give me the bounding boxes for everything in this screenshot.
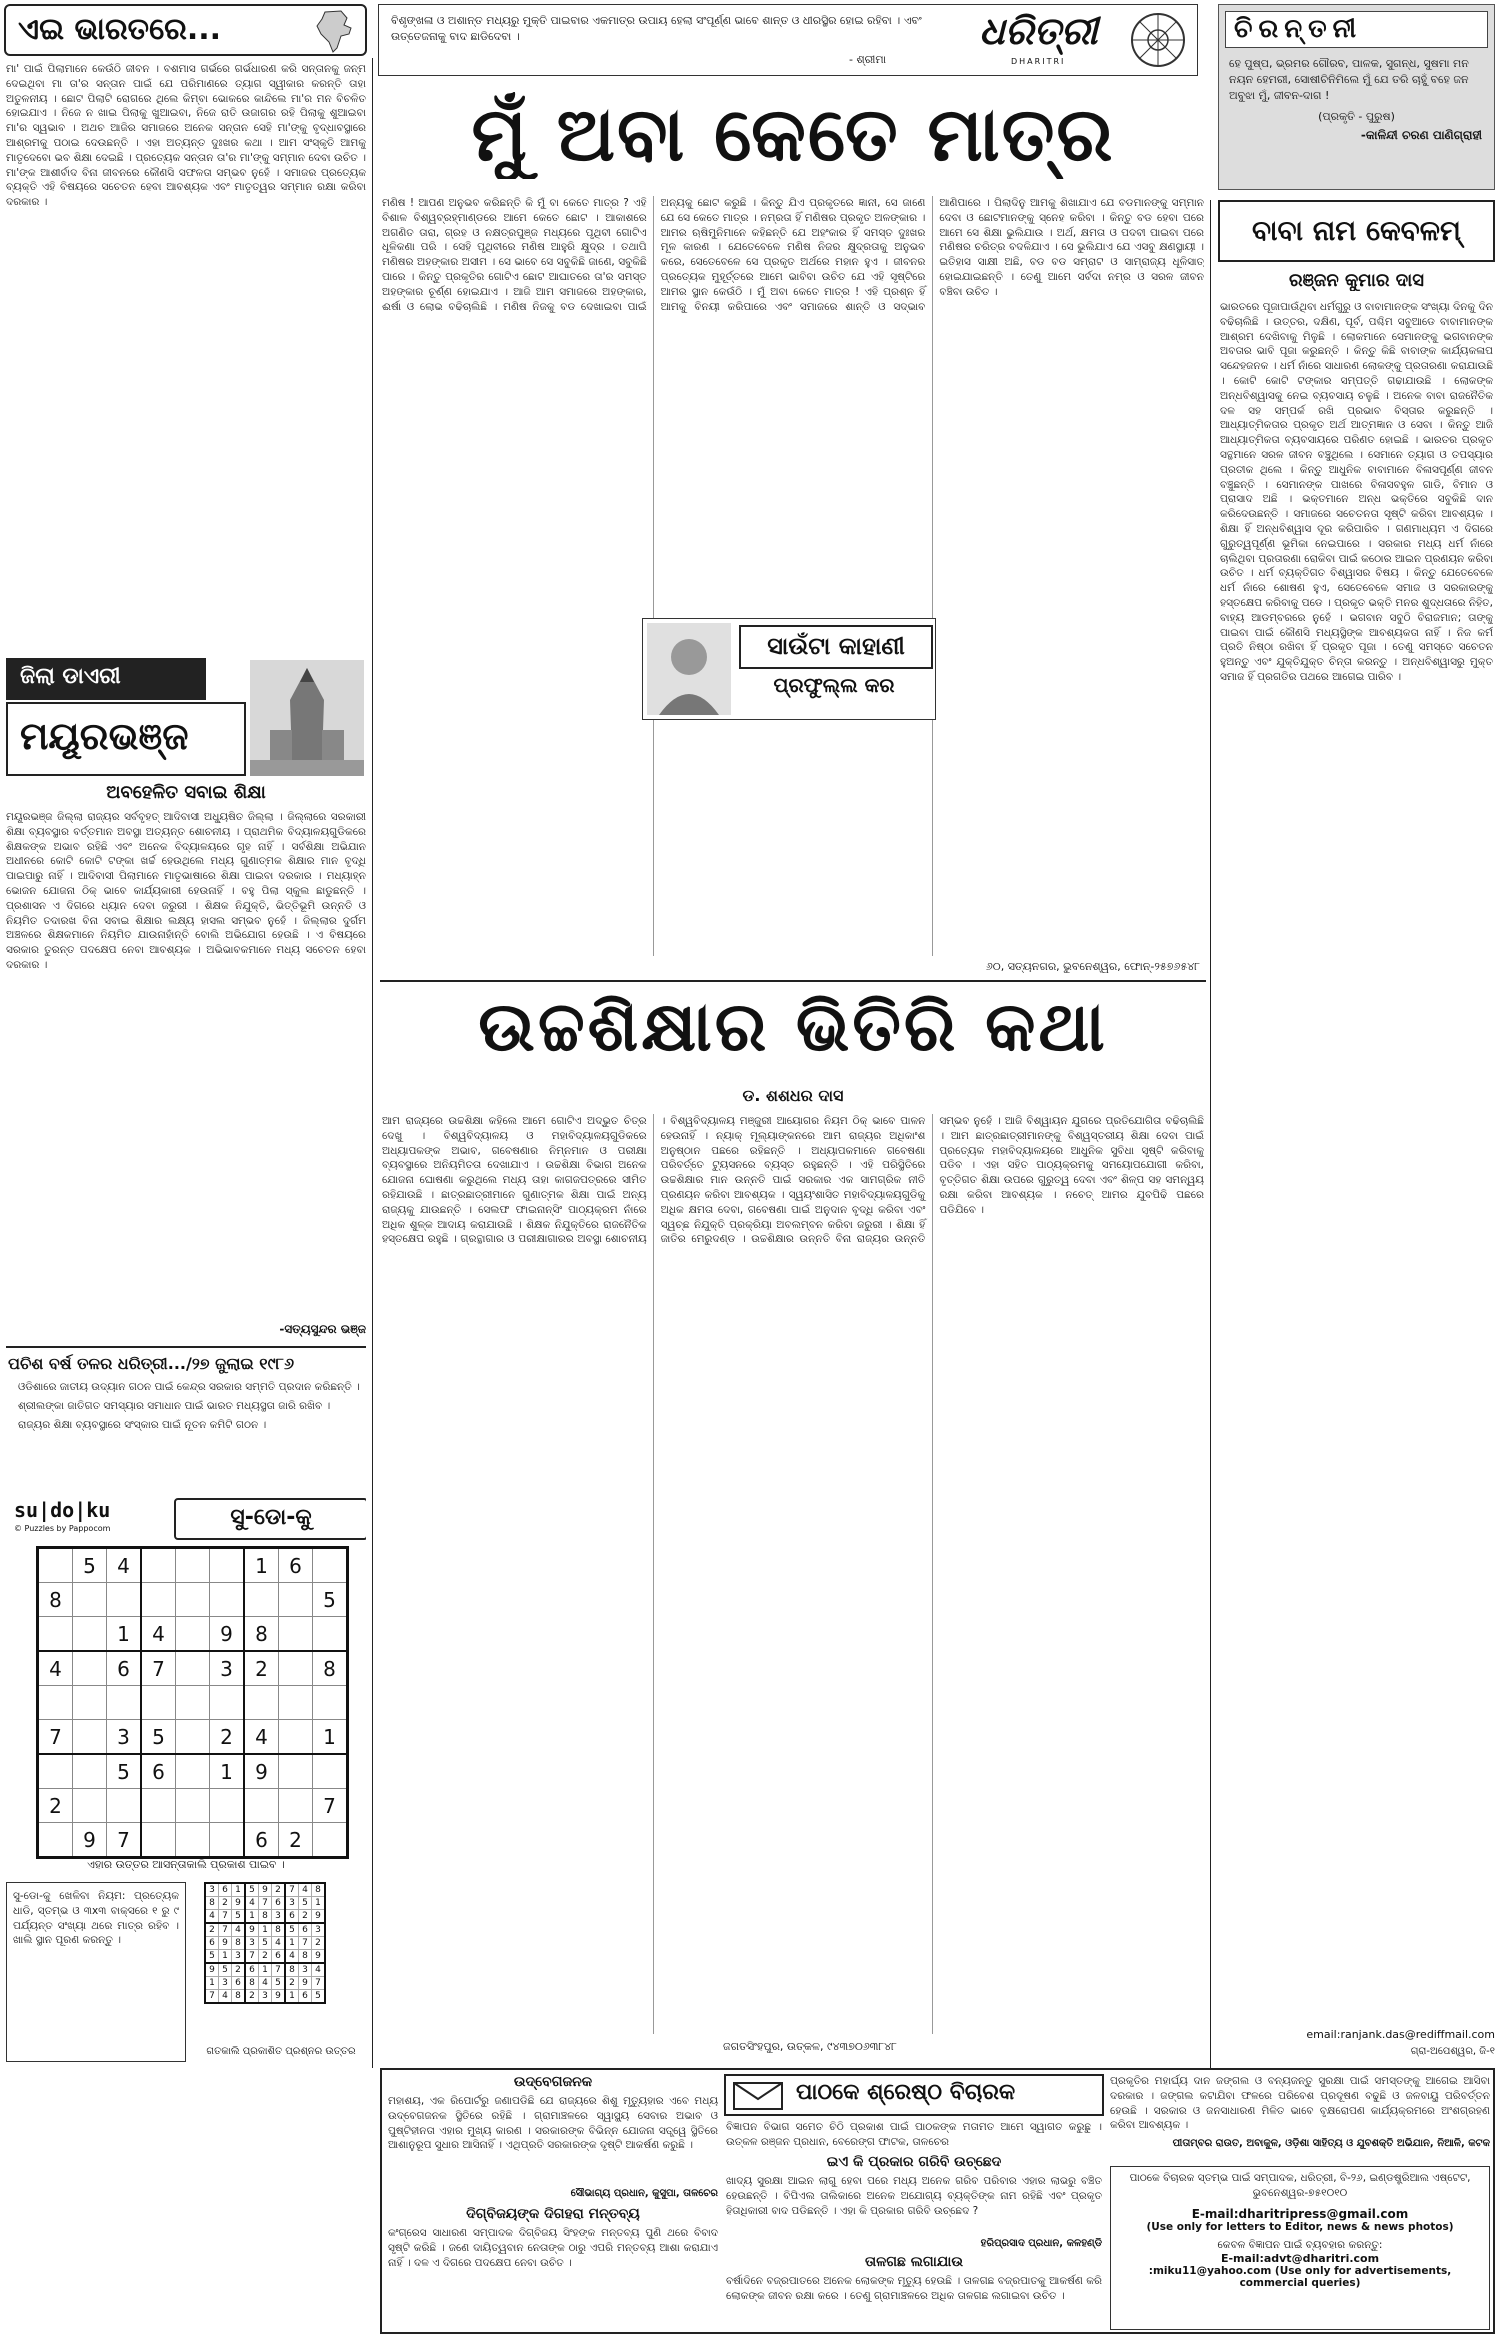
solution-cell: 4 — [232, 1923, 246, 1937]
solution-cell: 8 — [205, 1897, 219, 1910]
column-band: ସାଉଁଟା କାହାଣୀ — [739, 625, 933, 669]
diary-author: -ସତ୍ୟସୁନ୍ଦର ଭଞ୍ଜ — [279, 1322, 366, 1336]
solution-cell-row — [205, 1950, 325, 1964]
masthead-logo: ଧରିତ୍ରୀ — [979, 9, 1098, 53]
solution-cell: 4 — [219, 1990, 232, 2004]
solution-cell: 6 — [232, 1977, 246, 1990]
sudoku-cell: 7 — [107, 1823, 142, 1858]
solution-cell: 6 — [299, 1923, 312, 1937]
sudoku-cell: 4 — [244, 1720, 279, 1755]
solution-cell-row — [205, 1937, 325, 1950]
sudoku-cell[interactable] — [210, 1686, 245, 1720]
solution-cell: 3 — [205, 1883, 219, 1897]
sudoku-brand: su|do|ku — [14, 1498, 111, 1522]
sudoku-grid[interactable] — [36, 1546, 349, 1859]
solution-cell: 6 — [285, 1910, 299, 1924]
sudoku-cell[interactable] — [73, 1617, 107, 1652]
solution-cell: 4 — [272, 1937, 286, 1950]
solution-cell: 9 — [312, 1910, 326, 1924]
chirantani-box — [1218, 4, 1495, 190]
solution-cell: 8 — [245, 1977, 259, 1990]
masthead-sub: DHARITRI — [1011, 57, 1066, 66]
chirantani-source: (ପ୍ରକୃତି - ପୁରୁଷ) — [1318, 110, 1395, 123]
solution-cell: 9 — [232, 1897, 246, 1910]
letter-left-sign: ସୌଭାଗ୍ୟ ପ୍ରଧାନ, କୁସୁପା, ତାଳଚେର — [570, 2188, 718, 2199]
sudoku-cell: 1 — [244, 1548, 279, 1583]
sudoku-cell[interactable] — [38, 1686, 73, 1720]
letter-mid-title: ଇଏ କି ପ୍ରକାର ଗରିବି ଉଚ୍ଛେଦ — [826, 2154, 1002, 2170]
sudoku-cell[interactable] — [279, 1583, 313, 1617]
sudoku-cell-row — [38, 1823, 348, 1858]
solution-cell: 8 — [232, 1937, 246, 1950]
sudoku-cell-row — [38, 1548, 348, 1583]
letter-mid-sign: ହରିପ୍ରସାଦ ପ୍ରଧାନ, କଳହଣ୍ଡି — [980, 2238, 1102, 2249]
letter-left-body-2: କଂଗ୍ରେସ ସାଧାରଣ ସମ୍ପାଦକ ଦିଗ୍‌ବିଜୟ ସିଂହଙ୍କ ମନ୍ତବ୍ୟ ପୁଣି ଥରେ ବିବାଦ ସୃଷ୍ଟି କରିଛି । ଜଣେ ଦାୟିତ୍ୱବାନ ନେତାଙ୍କ ଠାରୁ ଏପରି ମନ୍ତବ୍ୟ ଆଶା କରାଯାଏ ନାହିଁ । ଦଳ ଏ ଦିଗରେ ପଦକ୍ଷେପ ନେବା ଉଚିତ । — [388, 2227, 718, 2269]
sudoku-title: ସୁ-ଡୋ-କୁ — [230, 1505, 312, 1530]
sudoku-cell[interactable] — [73, 1720, 107, 1755]
section-label-box — [4, 4, 367, 56]
solution-cell: 5 — [219, 1963, 232, 1977]
sudoku-cell[interactable] — [313, 1686, 348, 1720]
sudoku-cell: 3 — [107, 1720, 142, 1755]
solution-cell: 2 — [219, 1897, 232, 1910]
sudoku-cell[interactable] — [141, 1823, 176, 1858]
sudoku-cell[interactable] — [210, 1789, 245, 1823]
sudoku-cell: 9 — [244, 1754, 279, 1789]
sudoku-cell[interactable] — [244, 1686, 279, 1720]
sudoku-cell-row — [38, 1583, 348, 1617]
sudoku-cell: 6 — [107, 1651, 142, 1686]
sudoku-cell-row — [38, 1754, 348, 1789]
solution-cell: 6 — [205, 1937, 219, 1950]
sudoku-cell[interactable] — [107, 1686, 142, 1720]
sudoku-cell[interactable] — [279, 1651, 313, 1686]
solution-cell: 5 — [299, 1897, 312, 1910]
letters-band-note: ବିଜ୍ଞାପନ ବିଭାଗ ସମେତ ଚିଠି ପ୍ରକାଶ ପାଇଁ ପାଠକଙ୍କ ମତାମତ ଆମେ ସ୍ୱାଗତ କରୁଛୁ । ଉତ୍କଳ ରଞ୍ଜନ ପ୍ରଧାନ, ବେରେଙ୍ଗ ଫାଟକ, ତାଳଚେର — [726, 2121, 1102, 2148]
contact-email-1[interactable]: E-mail:dharitripress@gmail.com — [1191, 2206, 1409, 2221]
solution-cell: 3 — [312, 1923, 326, 1937]
solution-cell: 6 — [272, 1897, 286, 1910]
sudoku-cell[interactable] — [141, 1583, 176, 1617]
solution-cell: 2 — [312, 1937, 326, 1950]
sudoku-cell[interactable] — [141, 1548, 176, 1583]
sudoku-cell[interactable] — [38, 1823, 73, 1858]
sudoku-cell[interactable] — [279, 1617, 313, 1652]
sudoku-cell[interactable] — [313, 1823, 348, 1858]
archive-title: ପଚିଶ ବର୍ଷ ତଳର ଧରିତ୍ରୀ.../୨୭ ଜୁଲାଇ ୧୯୮୬ — [8, 1354, 294, 1373]
solution-cell: 9 — [299, 1977, 312, 1990]
solution-cell: 3 — [259, 1990, 272, 2004]
chirantani-author: -କାଳିନ୍ଦୀ ଚରଣ ପାଣିଗ୍ରାହୀ — [1360, 128, 1482, 142]
archive-box — [6, 1346, 366, 1490]
right-body: ଭାରତରେ ପୂଜାପାଉଁଥିବା ଧର୍ମଗୁରୁ ଓ ବାବାମାନଙ୍କ ସଂଖ୍ୟା ଦିନକୁ ଦିନ ବଢିଚାଲିଛି । ଉତ୍ତର, ଦକ୍ଷିଣ, ପୂର୍ବ, ପଶ୍ଚିମ ସବୁଆଡେ ବାବାମାନଙ୍କ ଆଶ୍ରମ ଦେଖିବାକୁ ମିଳୁଛି । ଲୋକମାନେ ସେମାନଙ୍କୁ ଭଗବାନଙ୍କ ଅବତାର ଭାବି ପୂଜା କରୁଛନ୍ତି । କିନ୍ତୁ କିଛି ବାବାଙ୍କ କାର୍ଯ୍ୟକଳାପ ସନ୍ଦେହଜନକ । ଧର୍ମ ନାଁରେ ସାଧାରଣ ଲୋକଙ୍କୁ ପ୍ରତାରଣା କରାଯାଉଛି । କୋଟି କୋଟି ଟଙ୍କାର ସମ୍ପତ୍ତି ଗଢାଯାଉଛି । ଲୋକଙ୍କ ଅନ୍ଧବିଶ୍ୱାସକୁ ନେଇ ବ୍ୟବସାୟ ଚଳୁଛି । ଅନେକ ବାବା ରାଜନୈତିକ ଦଳ ସହ ସମ୍ପର୍କ ରଖି ପ୍ରଭାବ ବିସ୍ତାର କରୁଛନ୍ତି । ଆଧ୍ୟାତ୍ମିକତାର ପ୍ରକୃତ ଅର୍ଥ ଆତ୍ମଜ୍ଞାନ ଓ ସେବା । କିନ୍ତୁ ଆଜି ଆଧ୍ୟାତ୍ମିକତା ବ୍ୟବସାୟରେ ପରିଣତ ହୋଇଛି । ଭାରତର ପ୍ରକୃତ ସନ୍ଥମାନେ ସରଳ ଜୀବନ ବଞ୍ଚୁଥିଲେ । ସେମାନେ ତ୍ୟାଗ ଓ ତପସ୍ୟାର ପ୍ରତୀକ ଥିଲେ । କିନ୍ତୁ ଆଧୁନିକ ବାବାମାନେ ବିଳାସପୂର୍ଣ୍ଣ ଜୀବନ ବଞ୍ଚୁଛନ୍ତି । ସେମାନଙ୍କ ପାଖରେ ବିଳାସବହୁଳ ଗାଡି, ବିମାନ ଓ ପ୍ରାସାଦ ଅଛି । ଭକ୍ତମାନେ ଅନ୍ଧ ଭକ୍ତିରେ ସବୁକିଛି ଦାନ କରିଦେଉଛନ୍ତି । ସମାଜରେ ସଚେତନତା ସୃଷ୍ଟି କରିବା ଆବଶ୍ୟକ । ଶିକ୍ଷା ହିଁ ଅନ୍ଧବିଶ୍ୱାସ ଦୂର କରିପାରିବ । ଗଣମାଧ୍ୟମ ଏ ଦିଗରେ ଗୁରୁତ୍ୱପୂର୍ଣ୍ଣ ଭୂମିକା ନେଇପାରେ । ସରକାର ମଧ୍ୟ ଧର୍ମ ନାଁରେ ଚାଲିଥିବା ପ୍ରତାରଣା ରୋକିବା ପାଇଁ କଠୋର ଆଇନ ପ୍ରଣୟନ କରିବା ଉଚିତ । ଧର୍ମ ବ୍ୟକ୍ତିଗତ ବିଶ୍ୱାସର ବିଷୟ । କିନ୍ତୁ ଯେତେବେଳେ ଧର୍ମ ନାଁରେ ଶୋଷଣ ହୁଏ, ସେତେବେଳେ ସମାଜ ଓ ସରକାରଙ୍କୁ ହସ୍ତକ୍ଷେପ କରିବାକୁ ପଡେ । ପ୍ରକୃତ ଭକ୍ତି ମନର ଶୁଦ୍ଧତାରେ ନିହିତ, ବାହ୍ୟ ଆଡମ୍ବରରେ ନୁହେଁ । ଭଗବାନ ସବୁଠି ବିରାଜମାନ; ତାଙ୍କୁ ପାଇବା ପାଇଁ କୌଣସି ମଧ୍ୟସ୍ଥିଙ୍କ ଆବଶ୍ୟକତା ନାହିଁ । ନିଜ କର୍ମ ପ୍ରତି ନିଷ୍ଠା ରଖିବା ହିଁ ପ୍ରକୃତ ପୂଜା । ତେଣୁ ସମସ୍ତେ ସଚେତନ ହୁଅନ୍ତୁ ଏବଂ ଯୁକ୍ତିଯୁକ୍ତ ଚିନ୍ତା କରନ୍ତୁ । ଅନ୍ଧବିଶ୍ୱାସରୁ ମୁକ୍ତ ସମାଜ ହିଁ ପ୍ରଗତିର ପଥରେ ଆଗେଇ ପାରିବ । — [1220, 301, 1493, 683]
solution-cell-row — [205, 1883, 325, 1897]
sudoku-cell[interactable] — [244, 1583, 279, 1617]
solution-cell: 5 — [205, 1950, 219, 1964]
sudoku-cell: 3 — [210, 1651, 245, 1686]
solution-cell: 2 — [272, 1883, 286, 1897]
sudoku-cell: 9 — [73, 1823, 107, 1858]
letter-mid-body: ଖାଦ୍ୟ ସୁରକ୍ଷା ଆଇନ ଲାଗୁ ହେବା ପରେ ମଧ୍ୟ ଅନେକ ଗରିବ ପରିବାର ଏହାର ଲାଭରୁ ବଞ୍ଚିତ ହେଉଛନ୍ତି । ବିପିଏଲ ତାଲିକାରେ ଅନେକ ଅଯୋଗ୍ୟ ବ୍ୟକ୍ତିଙ୍କ ନାମ ରହିଛି ଏବଂ ପ୍ରକୃତ ହିତାଧିକାରୀ ବାଦ ପଡିଛନ୍ତି । ଏହା କି ପ୍ରକାର ଗରିବି ଉଚ୍ଛେଦ ? — [726, 2175, 1102, 2217]
letter-mid-body-2: ବର୍ଷାଦିନେ ବଜ୍ରପାତରେ ଅନେକ ଲୋକଙ୍କ ମୃତ୍ୟୁ ହେଉଛି । ତାଳଗଛ ବଜ୍ରପାତକୁ ଆକର୍ଷଣ କରି ଲୋକଙ୍କ ଜୀବନ ରକ୍ଷା କରେ । ତେଣୁ ଗ୍ରାମାଞ୍ଚଳରେ ଅଧିକ ତାଳଗଛ ଲଗାଇବା ଉଚିତ । — [726, 2275, 1102, 2302]
sudoku-cell[interactable] — [176, 1548, 210, 1583]
letter-left-body: ମହାଶୟ, ଏକ ରିପୋର୍ଟରୁ ଜଣାପଡିଛି ଯେ ରାଜ୍ୟରେ ଶିଶୁ ମୃତ୍ୟୁହାର ଏବେ ମଧ୍ୟ ଉଦ୍‌ବେଗଜନକ ସ୍ଥିତିରେ ରହିଛି । ଗ୍ରାମାଞ୍ଚଳରେ ସ୍ୱାସ୍ଥ୍ୟ ସେବାର ଅଭାବ ଓ ପୁଷ୍ଟିହୀନତା ଏହାର ମୁଖ୍ୟ କାରଣ । ସରକାରଙ୍କ ବିଭିନ୍ନ ଯୋଜନା ସତ୍ତ୍ୱେ ସ୍ଥିତିରେ ଆଶାନୁରୂପ ସୁଧାର ଆସିନାହିଁ । ଏଥିପ୍ରତି ସରକାରଙ୍କ ଦୃଷ୍ଟି ଆକର୍ଷଣ କରୁଛି । — [388, 2095, 718, 2152]
sudoku-cell[interactable] — [38, 1548, 73, 1583]
sudoku-cell[interactable] — [73, 1583, 107, 1617]
solution-cell: 6 — [299, 1990, 312, 2004]
story-2-body: ଆମ ରାଜ୍ୟରେ ଉଚ୍ଚଶିକ୍ଷା କହିଲେ ଆମେ ଗୋଟିଏ ଅଦ୍ଭୁତ ଚିତ୍ର ଦେଖୁ । ବିଶ୍ୱବିଦ୍ୟାଳୟ ଓ ମହାବିଦ୍ୟାଳୟଗୁଡିକରେ ଅଧ୍ୟାପକଙ୍କ ଅଭାବ, ଗବେଷଣାର ନିମ୍ନମାନ ଓ ପରୀକ୍ଷା ବ୍ୟବସ୍ଥାରେ ଅନିୟମିତତା ଦେଖାଯାଏ । ଉଚ୍ଚଶିକ୍ଷା ବିଭାଗ ଅନେକ ଯୋଜନା ଘୋଷଣା କରୁଥିଲେ ମଧ୍ୟ ତାହା କାଗଜପତ୍ରରେ ସୀମିତ ରହିଯାଉଛି । ଛାତ୍ରଛାତ୍ରୀମାନେ ଗୁଣାତ୍ମକ ଶିକ୍ଷା ପାଇଁ ଅନ୍ୟ ରାଜ୍ୟକୁ ଯାଉଛନ୍ତି । ସେଲଫ ଫାଇନାନ୍ସିଂ ପାଠ୍ୟକ୍ରମ ନାଁରେ ଅଧିକ ଶୁଳ୍କ ଆଦାୟ କରାଯାଉଛି । ଶିକ୍ଷକ ନିଯୁକ୍ତିରେ ରାଜନୈତିକ ହସ୍ତକ୍ଷେପ ରହୁଛି । ଗ୍ରନ୍ଥାଗାର ଓ ପରୀକ୍ଷାଗାରର ଅବସ୍ଥା ଶୋଚନୀୟ । ବିଶ୍ୱବିଦ୍ୟାଳୟ ମଞ୍ଜୁରୀ ଆୟୋଗର ନିୟମ ଠିକ୍ ଭାବେ ପାଳନ ହେଉନାହିଁ । ନ୍ୟାକ୍ ମୂଲ୍ୟାଙ୍କନରେ ଆମ ରାଜ୍ୟର ଅଧିକାଂଶ ଅନୁଷ୍ଠାନ ପଛରେ ରହିଛନ୍ତି । ଅଧ୍ୟାପକମାନେ ଗବେଷଣା ପରିବର୍ତ୍ତେ ଟ୍ୟୁସନରେ ବ୍ୟସ୍ତ ରହୁଛନ୍ତି । ଏହି ପରିସ୍ଥିତିରେ ଉଚ୍ଚଶିକ୍ଷାର ମାନ ଉନ୍ନତି ପାଇଁ ସରକାର ଏକ ସାମଗ୍ରିକ ନୀତି ପ୍ରଣୟନ କରିବା ଆବଶ୍ୟକ । ସ୍ୱୟଂଶାସିତ ମହାବିଦ୍ୟାଳୟଗୁଡିକୁ ଅଧିକ କ୍ଷମତା ଦେବା, ଗବେଷଣା ପାଇଁ ଅନୁଦାନ ବୃଦ୍ଧି କରିବା ଏବଂ ସ୍ୱଚ୍ଛ ନିଯୁକ୍ତି ପ୍ରକ୍ରିୟା ଅବଲମ୍ବନ କରିବା ଜରୁରୀ । ଶିକ୍ଷା ହିଁ ଜାତିର ମେରୁଦଣ୍ଡ । ଉଚ୍ଚଶିକ୍ଷାର ଉନ୍ନତି ବିନା ରାଜ୍ୟର ଉନ୍ନତି ସମ୍ଭବ ନୁହେଁ । ଆଜି ବିଶ୍ୱାୟନ ଯୁଗରେ ପ୍ରତିଯୋଗିତା ବଢିଚାଲିଛି । ଆମ ଛାତ୍ରଛାତ୍ରୀମାନଙ୍କୁ ବିଶ୍ୱସ୍ତରୀୟ ଶିକ୍ଷା ଦେବା ପାଇଁ ପ୍ରତ୍ୟେକ ମହାବିଦ୍ୟାଳୟରେ ଆଧୁନିକ ସୁବିଧା ସୃଷ୍ଟି କରିବାକୁ ପଡିବ । ଏହା ସହିତ ପାଠ୍ୟକ୍ରମକୁ ସମୟୋପଯୋଗୀ କରିବା, ବୃତ୍ତିଗତ ଶିକ୍ଷା ଉପରେ ଗୁରୁତ୍ୱ ଦେବା ଏବଂ ଶିଳ୍ପ ସହ ସମନ୍ୱୟ ରକ୍ଷା କରିବା ଆବଶ୍ୟକ । ନଚେତ୍ ଆମର ଯୁବପିଢି ପଛରେ ପଡିଯିବେ । — [382, 1115, 1204, 1246]
sudoku-cell[interactable] — [107, 1583, 142, 1617]
solution-cell: 2 — [245, 1990, 259, 2004]
solution-cell: 8 — [312, 1883, 326, 1897]
sudoku-cell: 9 — [210, 1617, 245, 1652]
solution-cell: 7 — [205, 1990, 219, 2004]
solution-cell-row — [205, 1910, 325, 1924]
solution-cell: 2 — [205, 1923, 219, 1937]
story-2-footer: ଜଗତସିଂହପୁର, ଉତ୍କଳ, ୯୪୩୭୦୬୩୮୪୮ — [723, 2040, 897, 2053]
sudoku-cell[interactable] — [313, 1548, 348, 1583]
sudoku-cell: 2 — [244, 1651, 279, 1686]
letter-left-title-2: ଦିଗ୍‌ବିଜୟଙ୍କ ଦିଗହରା ମନ୍ତବ୍ୟ — [466, 2206, 640, 2222]
india-map-icon — [311, 8, 357, 54]
letter-right-sign: ପୀତାମ୍ବର ରାଉତ, ଅବାକୁଳ, ଓଡ଼ିଶା ସାହିତ୍ୟ ଓ ଯୁବଶକ୍ତି ଅଭିଯାନ, ନିଆଳି, କଟକ — [1172, 2138, 1490, 2149]
solution-cell: 2 — [285, 1977, 299, 1990]
envelope-icon — [732, 2079, 786, 2113]
sudoku-cell[interactable] — [176, 1583, 210, 1617]
column-logo-box — [642, 618, 936, 720]
sudoku-cell: 4 — [141, 1617, 176, 1652]
solution-cell: 2 — [259, 1950, 272, 1964]
sudoku-cell[interactable] — [73, 1754, 107, 1789]
diary-article: ମୟୂରଭଞ୍ଜ ଜିଲ୍ଲା ରାଜ୍ୟର ସର୍ବବୃହତ୍ ଆଦିବାସୀ ଅଧ୍ୟୁଷିତ ଜିଲ୍ଲା । ଜିଲ୍ଲାରେ ସରକାରୀ ଶିକ୍ଷା ବ୍ୟବସ୍ଥାର ବର୍ତ୍ତମାନ ଅବସ୍ଥା ଅତ୍ୟନ୍ତ ଶୋଚନୀୟ । ପ୍ରାଥମିକ ବିଦ୍ୟାଳୟଗୁଡିକରେ ଶିକ୍ଷକଙ୍କ ଅଭାବ ରହିଛି ଏବଂ ଅନେକ ବିଦ୍ୟାଳୟରେ ଗୃହ ନାହିଁ । ସର୍ବଶିକ୍ଷା ଅଭିଯାନ ଅଧୀନରେ କୋଟି କୋଟି ଟଙ୍କା ଖର୍ଚ୍ଚ ହେଉଥିଲେ ମଧ୍ୟ ଗୁଣାତ୍ମକ ଶିକ୍ଷାର ମାନ ବୃଦ୍ଧି ପାଇପାରୁ ନାହିଁ । ଆଦିବାସୀ ପିଲାମାନେ ମାତୃଭାଷାରେ ଶିକ୍ଷା ପାଇବା ଦରକାର । ମଧ୍ୟାହ୍ନ ଭୋଜନ ଯୋଜନା ଠିକ୍ ଭାବେ କାର୍ଯ୍ୟକାରୀ ହେଉନାହିଁ । ବହୁ ପିଲା ସ୍କୁଲ ଛାଡୁଛନ୍ତି । ପ୍ରଶାସନ ଏ ଦିଗରେ ଧ୍ୟାନ ଦେବା ଜରୁରୀ । ଶିକ୍ଷକ ନିଯୁକ୍ତି, ଭିତ୍ତିଭୂମି ଉନ୍ନତି ଓ ନିୟମିତ ତଦାରଖ ବିନା ସବାଇ ଶିକ୍ଷାର ଲକ୍ଷ୍ୟ ହାସଲ ସମ୍ଭବ ନୁହେଁ । ଜିଲ୍ଲାର ଦୁର୍ଗମ ଅଞ୍ଚଳରେ ଶିକ୍ଷକମାନେ ନିୟମିତ ଯାଉନାହାଁନ୍ତି ବୋଲି ଅଭିଯୋଗ ହେଉଛି । ଏ ବିଷୟରେ ସରକାର ତୁରନ୍ତ ପଦକ୍ଷେପ ନେବା ଆବଶ୍ୟକ । ଅଭିଭାବକମାନେ ମଧ୍ୟ ସଚେତନ ହେବା ଦରକାର । — [6, 811, 366, 971]
solution-cell: 6 — [245, 1963, 259, 1977]
sudoku-cell-row — [38, 1720, 348, 1755]
sudoku-cell: 6 — [279, 1548, 313, 1583]
sudoku-cell[interactable] — [38, 1754, 73, 1789]
solution-cell: 4 — [299, 1883, 312, 1897]
sudoku-cell[interactable] — [73, 1686, 107, 1720]
sudoku-cell: 7 — [38, 1720, 73, 1755]
archive-item: ଓଡିଶାରେ ଜାତୀୟ ଉଦ୍ୟାନ ଗଠନ ପାଇଁ କେନ୍ଦ୍ର ସରକାର ସମ୍ମତି ପ୍ରଦାନ କରିଛନ୍ତି । — [18, 1381, 360, 1393]
sudoku-cell: 5 — [107, 1754, 142, 1789]
sudoku-cell[interactable] — [141, 1789, 176, 1823]
sudoku-cell[interactable] — [313, 1754, 348, 1789]
solution-cell: 5 — [259, 1937, 272, 1950]
solution-caption: ଗତକାଲି ପ୍ରକାଶିତ ପ୍ରଶ୍ନର ଉତ୍ତର — [206, 2046, 356, 2057]
section-label: ଏଇ ଭାରତରେ... — [18, 12, 222, 47]
solution-cell: 6 — [219, 1883, 232, 1897]
sudoku-cell: 5 — [73, 1548, 107, 1583]
sudoku-cell[interactable] — [210, 1823, 245, 1858]
solution-cell-row — [205, 1963, 325, 1977]
sudoku-cell[interactable] — [210, 1548, 245, 1583]
solution-cell: 1 — [219, 1950, 232, 1964]
story-1-footer: ୬୦, ସତ୍ୟନଗର, ଭୁବନେଶ୍ୱର, ଫୋନ୍-୨୫୭୬୫୪୮ — [985, 960, 1200, 973]
solution-cell: 5 — [312, 1990, 326, 2004]
letters-band: ପାଠକେ ଶ୍ରେଷ୍ଠ ବିଚାରକ — [796, 2080, 1016, 2105]
sudoku-cell[interactable] — [313, 1617, 348, 1652]
sudoku-title-box — [174, 1498, 366, 1540]
sudoku-cell: 1 — [107, 1617, 142, 1652]
sudoku-cell[interactable] — [176, 1754, 210, 1789]
solution-cell: 9 — [205, 1963, 219, 1977]
diary-title-box — [6, 702, 246, 776]
sudoku-cell: 7 — [313, 1789, 348, 1823]
chirantani-title-bar — [1225, 11, 1488, 48]
contact-address: ପାଠକେ ବିଚାରକ ସ୍ତମ୍ଭ ପାଇଁ ସମ୍ପାଦକ, ଧରିତ୍ରୀ, ବି-୨୬, ଇଣ୍ଡଷ୍ଟ୍ରିଆଲ ଏଷ୍ଟେଟ, ଭୁବନେଶ୍ୱର-୭୫୧୦୧୦ — [1129, 2172, 1471, 2199]
solution-cell: 3 — [232, 1950, 246, 1964]
solution-cell: 1 — [259, 1923, 272, 1937]
sudoku-cell[interactable] — [176, 1651, 210, 1686]
solution-cell: 1 — [285, 1937, 299, 1950]
solution-cell: 3 — [299, 1963, 312, 1977]
intro-article: ମା' ପାଇଁ ପିଲାମାନେ କେଉଁଠି ଜୀବନ । ବଶମାସ ଗର୍ଭରେ ଗର୍ଭଧାରଣ କରି ସନ୍ତାନକୁ ଜନ୍ମ ଦେଇଥିବା ମା ତା'ର ସନ୍ତାନ ପାଇଁ ଯେ ପରିମାଣରେ ତ୍ୟାଗ ସ୍ୱୀକାର କରନ୍ତି ତାହା ଅତୁଳନୀୟ । ଛୋଟ ପିଲାଟି ରୋଗରେ ଥିଲେ କିମ୍ବା ଭୋକରେ କାନ୍ଦିଲେ ମା'ର ମନ ବିଚଳିତ ହୋଇଯାଏ । ନିଜେ ନ ଖାଇ ପିଲାକୁ ଖୁଆଇବା, ନିଜେ ରାତି ଉଜାଗର ରହି ପିଲାକୁ ଶୁଆଇବା ମା'ର ସ୍ୱଭାବ । ଅଥଚ ଆଜିର ସମାଜରେ ଅନେକ ସନ୍ତାନ ସେହି ମା'ଙ୍କୁ ବୃଦ୍ଧାବସ୍ଥାରେ ଆଶ୍ରମକୁ ପଠାଇ ଦେଉଛନ୍ତି । ଏହା ଅତ୍ୟନ୍ତ ଦୁଃଖର କଥା । ଆମ ସଂସ୍କୃତି ଆମକୁ ମାତୃଦେବୋ ଭବ ଶିକ୍ଷା ଦେଇଛି । ପ୍ରତ୍ୟେକ ସନ୍ତାନ ତା'ର ମା'ଙ୍କୁ ସମ୍ମାନ ଦେବା ଉଚିତ । ମା'ଙ୍କ ଆଶୀର୍ବାଦ ବିନା ଜୀବନରେ କୌଣସି ସଫଳତା ସମ୍ଭବ ନୁହେଁ । ସମାଜର ପ୍ରତ୍ୟେକ ବ୍ୟକ୍ତି ଏହି ବିଷୟରେ ସଚେତନ ହେବା ଆବଶ୍ୟକ ଏବଂ ମାତୃତ୍ୱର ସମ୍ମାନ ରକ୍ଷା କରିବା ଦରକାର । — [6, 63, 366, 209]
sudoku-cell[interactable] — [73, 1789, 107, 1823]
sudoku-cell[interactable] — [279, 1754, 313, 1789]
contact-email-3[interactable]: :miku11@yahoo.com (Use only for advertisements, commercial queries) — [1148, 2264, 1452, 2289]
sudoku-cell: 1 — [313, 1720, 348, 1755]
story-2-author: ଡ. ଶଶଧର ଦାସ — [742, 1086, 844, 1105]
sudoku-cell[interactable] — [38, 1617, 73, 1652]
sudoku-cell[interactable] — [73, 1651, 107, 1686]
sudoku-cell: 7 — [141, 1651, 176, 1686]
sudoku-cell: 2 — [210, 1720, 245, 1755]
sudoku-cell[interactable] — [107, 1789, 142, 1823]
solution-cell: 7 — [312, 1977, 326, 1990]
diary-title: ମୟୂରଭଞ୍ଜ — [20, 714, 189, 758]
section-rule — [380, 980, 1206, 982]
sudoku-cell[interactable] — [141, 1686, 176, 1720]
solution-cell: 7 — [285, 1883, 299, 1897]
sudoku-cell[interactable] — [176, 1617, 210, 1652]
solution-cell: 8 — [285, 1963, 299, 1977]
solution-cell: 4 — [285, 1950, 299, 1964]
headline-2: ଉଚ୍ଚଶିକ୍ଷାର ଭିତିରି କଥା — [478, 988, 1108, 1067]
solution-cell-row — [205, 1923, 325, 1937]
wheel-emblem-icon — [1129, 11, 1187, 69]
solution-cell: 9 — [312, 1950, 326, 1964]
solution-cell-row — [205, 1990, 325, 2004]
letter-right-body: ପ୍ରକୃତିର ମହାର୍ଘ୍ୟ ଦାନ ଜଙ୍ଗଲ ଓ ବନ୍ୟଜନ୍ତୁ ସୁରକ୍ଷା ପାଇଁ ସମସ୍ତଙ୍କୁ ଆଗେଇ ଆସିବା ଦରକାର । ଜଙ୍ଗଲ କଟାଯିବା ଫଳରେ ପରିବେଶ ପ୍ରଦୂଷଣ ବଢୁଛି ଓ ଜଳବାୟୁ ପରିବର୍ତ୍ତନ ହେଉଛି । ସରକାର ଓ ଜନସାଧାରଣ ମିଳିତ ଭାବେ ବୃକ୍ଷରୋପଣ କାର୍ଯ୍ୟକ୍ରମରେ ଅଂଶଗ୍ରହଣ କରିବା ଆବଶ୍ୟକ । — [1110, 2075, 1490, 2132]
contact-email-1-note: (Use only for letters to Editor, news & news photos) — [1146, 2220, 1454, 2233]
sudoku-cell: 8 — [244, 1617, 279, 1652]
sudoku-cell[interactable] — [176, 1686, 210, 1720]
column-divider — [372, 58, 373, 2068]
solution-cell: 7 — [219, 1910, 232, 1924]
headline-1: ମୁଁ ଅବା କେତେ ମାତ୍ର — [471, 92, 1115, 178]
solution-cell: 5 — [232, 1910, 246, 1924]
sudoku-cell[interactable] — [279, 1720, 313, 1755]
sudoku-cell[interactable] — [210, 1583, 245, 1617]
sudoku-cell-row — [38, 1789, 348, 1823]
diary-subtitle: ଅବହେଳିତ ସବାଇ ଶିକ୍ଷା — [106, 782, 266, 803]
author-photo — [647, 623, 731, 715]
archive-item: ରାଜ୍ୟର ଶିକ୍ଷା ବ୍ୟବସ୍ଥାରେ ସଂସ୍କାର ପାଇଁ ନୂତନ କମିଟି ଗଠନ । — [18, 1418, 267, 1431]
solution-cell: 7 — [245, 1950, 259, 1964]
solution-cell: 9 — [272, 1990, 286, 2004]
quote-box — [378, 4, 1198, 76]
letter-mid-title-2: ତାଳଗଛ ଲଗାଯାଉ — [864, 2254, 964, 2270]
archive-item: ଶ୍ରୀଲଙ୍କା ଜାତିଗତ ସମସ୍ୟାର ସମାଧାନ ପାଇଁ ଭାରତ ମଧ୍ୟସ୍ଥତା ଜାରି ରଖିବ । — [18, 1399, 331, 1412]
solution-cell: 8 — [272, 1923, 286, 1937]
sudoku-cell[interactable] — [176, 1789, 210, 1823]
sudoku-rules: ସୁ-ଡୋ-କୁ ଖେଳିବା ନିୟମ: ପ୍ରତ୍ୟେକ ଧାଡି, ସ୍ତମ୍ଭ ଓ ୩x୩ ବାକ୍ସରେ ୧ ରୁ ୯ ପର୍ଯ୍ୟନ୍ତ ସଂଖ୍ୟା ଥରେ ମାତ୍ର ରହିବ । ଖାଲି ସ୍ଥାନ ପୂରଣ କରନ୍ତୁ । — [6, 1882, 186, 2062]
sudoku-cell: 8 — [313, 1651, 348, 1686]
sudoku-cell: 6 — [141, 1754, 176, 1789]
contact-email-2-label: କେବଳ ବିଜ୍ଞାପନ ପାଇଁ ବ୍ୟବହାର କରନ୍ତୁ: — [1217, 2238, 1383, 2251]
solution-cell: 9 — [259, 1883, 272, 1897]
sudoku-brand-sub: © Puzzles by Pappocom — [14, 1524, 111, 1533]
right-title: ବାବା ନାମ କେବଳମ୍ — [1252, 214, 1461, 247]
solution-cell: 8 — [232, 1990, 246, 2004]
sudoku-cell[interactable] — [176, 1823, 210, 1858]
right-email[interactable]: email:ranjank.das@rediffmail.com — [1306, 2028, 1495, 2041]
sudoku-cell: 4 — [38, 1651, 73, 1686]
right-author: ରଞ୍ଜନ କୁମାର ଦାସ — [1289, 270, 1424, 291]
solution-cell: 3 — [272, 1910, 286, 1924]
quote-text: ବିଶୃଙ୍ଖଳା ଓ ଅଶାନ୍ତ ମଧ୍ୟରୁ ମୁକ୍ତି ପାଇବାର ଏକମାତ୍ର ଉପାୟ ହେଲା ସଂପୂର୍ଣ୍ଣ ଭାବେ ଶାନ୍ତ ଓ ଧୀରସ୍ଥିର ହୋଇ ରହିବା । ଏବଂ ଉତ୍ତେଜନାକୁ ବାଦ ଛାଡିଦେବା । — [391, 14, 922, 43]
letters-band-box — [724, 2074, 1104, 2116]
sudoku-cell: 5 — [141, 1720, 176, 1755]
sudoku-cell[interactable] — [279, 1789, 313, 1823]
sudoku-cell: 1 — [210, 1754, 245, 1789]
column-divider — [1210, 200, 1211, 2070]
solution-cell: 2 — [232, 1963, 246, 1977]
diary-band-label: ଜିଲା ଡାଏରୀ — [20, 664, 121, 689]
contact-email-2[interactable]: E-mail:advt@dharitri.com — [1220, 2251, 1380, 2265]
contact-box — [1110, 2166, 1490, 2330]
sudoku-cell-row — [38, 1617, 348, 1652]
solution-cell: 7 — [219, 1923, 232, 1937]
solution-cell: 7 — [299, 1937, 312, 1950]
solution-cell: 7 — [272, 1963, 286, 1977]
sudoku-cell[interactable] — [244, 1789, 279, 1823]
temple-photo — [250, 660, 364, 776]
solution-cell: 3 — [219, 1977, 232, 1990]
diary-band — [6, 658, 206, 700]
chirantani-title: ଚିରନ୍ତନୀ — [1234, 14, 1363, 44]
quote-author: - ଶ୍ରୀମା — [849, 53, 887, 66]
solution-cell: 9 — [245, 1923, 259, 1937]
solution-cell: 3 — [285, 1897, 299, 1910]
solution-cell: 6 — [272, 1950, 286, 1964]
sudoku-cell: 2 — [38, 1789, 73, 1823]
solution-cell: 3 — [245, 1937, 259, 1950]
solution-cell: 4 — [205, 1910, 219, 1924]
solution-cell: 2 — [299, 1910, 312, 1924]
solution-cell: 4 — [245, 1897, 259, 1910]
solution-cell: 4 — [312, 1963, 326, 1977]
solution-cell: 5 — [272, 1977, 286, 1990]
sudoku-cell-row — [38, 1651, 348, 1686]
sudoku-cell[interactable] — [176, 1720, 210, 1755]
right-place: ଗ୍ରା-ଅପେଶ୍ୱର, ଜି-୧ — [1410, 2046, 1495, 2057]
solution-cell-row — [205, 1897, 325, 1910]
solution-cell-row — [205, 1977, 325, 1990]
solution-cell: 4 — [259, 1977, 272, 1990]
sudoku-cell[interactable] — [279, 1686, 313, 1720]
story-1-body: ମଣିଷ ! ଆପଣ ଅନୁଭବ କରିଛନ୍ତି କି ମୁଁ ବା କେତେ ମାତ୍ର ? ଏହି ବିଶାଳ ବିଶ୍ୱବ୍ରହ୍ମାଣ୍ଡରେ ଆମେ କେତେ ଛୋଟ । ଆକାଶରେ ଅଗଣିତ ତାରା, ଗ୍ରହ ଓ ନକ୍ଷତ୍ରପୁଞ୍ଜ ମଧ୍ୟରେ ପୃଥିବୀ ଗୋଟିଏ ଧୂଳିକଣା ପରି । ସେହି ପୃଥିବୀରେ ମଣିଷ ଆହୁରି କ୍ଷୁଦ୍ର । ତଥାପି ମଣିଷର ଅହଙ୍କାର ଅସୀମ । ସେ ଭାବେ ସେ ସବୁକିଛି ଜାଣେ, ସବୁକିଛି ପାରେ । କିନ୍ତୁ ପ୍ରକୃତିର ଗୋଟିଏ ଛୋଟ ଆଘାତରେ ତା'ର ସମସ୍ତ ଅହଙ୍କାର ଚୂର୍ଣ୍ଣ ହୋଇଯାଏ । ଆଜି ଆମ ସମାଜରେ ଅହଙ୍କାର, ଈର୍ଷା ଓ ଲୋଭ ବଢିଚାଲିଛି । ମଣିଷ ନିଜକୁ ବଡ ଦେଖାଇବା ପାଇଁ ଅନ୍ୟକୁ ଛୋଟ କରୁଛି । କିନ୍ତୁ ଯିଏ ପ୍ରକୃତରେ ଜ୍ଞାନୀ, ସେ ଜାଣେ ଯେ ସେ କେତେ ମାତ୍ର । ନମ୍ରତା ହିଁ ମଣିଷର ପ୍ରକୃତ ଅଳଙ୍କାର । ଆମର ଋଷିମୁନିମାନେ କହିଛନ୍ତି ଯେ ଅହଂକାର ହିଁ ସମସ୍ତ ଦୁଃଖର ମୂଳ କାରଣ । ଯେତେବେଳେ ମଣିଷ ନିଜର କ୍ଷୁଦ୍ରତାକୁ ଅନୁଭବ କରେ, ସେତେବେଳେ ସେ ପ୍ରକୃତ ଅର୍ଥରେ ମହାନ ହୁଏ । ଜୀବନର ପ୍ରତ୍ୟେକ ମୁହୂର୍ତ୍ତରେ ଆମେ ଭାବିବା ଉଚିତ ଯେ ଏହି ସୃଷ୍ଟିରେ ଆମର ସ୍ଥାନ କେଉଁଠି । ମୁଁ ଅବା କେତେ ମାତ୍ର ! ଏହି ପ୍ରଶ୍ନ ହିଁ ଆମକୁ ବିନୟୀ କରିପାରେ ଏବଂ ସମାଜରେ ଶାନ୍ତି ଓ ସଦ୍ଭାବ ଆଣିପାରେ । ପିଲାଦିନୁ ଆମକୁ ଶିଖାଯାଏ ଯେ ବଡମାନଙ୍କୁ ସମ୍ମାନ ଦେବା ଓ ଛୋଟମାନଙ୍କୁ ସ୍ନେହ କରିବା । କିନ୍ତୁ ବଡ ହେବା ପରେ ଆମେ ସେ ଶିକ୍ଷା ଭୁଲିଯାଉ । ଅର୍ଥ, କ୍ଷମତା ଓ ପଦବୀ ପାଇବା ପରେ ମଣିଷର ଚରିତ୍ର ବଦଳିଯାଏ । ସେ ଭୁଲିଯାଏ ଯେ ଏସବୁ କ୍ଷଣସ୍ଥାୟୀ । ଇତିହାସ ସାକ୍ଷୀ ଅଛି, ବଡ ବଡ ସମ୍ରାଟ ଓ ସାମ୍ରାଜ୍ୟ ଧୂଳିସାତ୍ ହୋଇଯାଇଛନ୍ତି । ତେଣୁ ଆମେ ସର୍ବଦା ନମ୍ର ଓ ସରଳ ଜୀବନ ବଞ୍ଚିବା ଉଚିତ । — [382, 197, 1204, 313]
solution-cell: 1 — [259, 1963, 272, 1977]
solution-cell: 9 — [219, 1937, 232, 1950]
solution-cell: 1 — [312, 1897, 326, 1910]
sudoku-cell: 5 — [313, 1583, 348, 1617]
solution-cell: 8 — [299, 1950, 312, 1964]
solution-cell: 8 — [259, 1910, 272, 1924]
letter-left-title: ଉଦ୍‌ବେଗଜନକ — [513, 2074, 593, 2090]
sudoku-cell-row — [38, 1686, 348, 1720]
sudoku-cell: 8 — [38, 1583, 73, 1617]
solution-cell: 1 — [205, 1977, 219, 1990]
sudoku-header — [6, 1496, 366, 1540]
sudoku-caption: ଏହାର ଉତ୍ତର ଆସନ୍ତାକାଲି ପ୍ରକାଶ ପାଇବ । — [87, 1858, 285, 1871]
sudoku-cell: 6 — [244, 1823, 279, 1858]
chirantani-text: ହେ ପୁଷ୍ପ, ଭ୍ରମର ଗୌରବ, ପାଳକ, ସୁଗନ୍ଧ, ସୁଷମା ମନ ନୟନ ହେମରୀ, ସୋଷୀଚିନିମିଲେ ମୁଁ ଯେ ତରି ଚାହୁଁ ବହେ ଜନ ଅବୁଝା ମୁଁ, ଜୀବନ-ଦାଗ ! — [1229, 57, 1469, 102]
sudoku-cell: 4 — [107, 1548, 142, 1583]
column-author: ପ୍ରଫୁଲ୍ଲ କର — [773, 673, 895, 697]
solution-cell: 5 — [285, 1923, 299, 1937]
solution-cell: 5 — [245, 1883, 259, 1897]
sudoku-cell: 2 — [279, 1823, 313, 1858]
solution-cell: 7 — [259, 1897, 272, 1910]
solution-cell: 1 — [245, 1910, 259, 1924]
solution-cell: 1 — [285, 1990, 299, 2004]
sudoku-solution-grid — [204, 1882, 326, 2004]
solution-cell: 1 — [232, 1883, 246, 1897]
right-title-box — [1218, 200, 1495, 262]
